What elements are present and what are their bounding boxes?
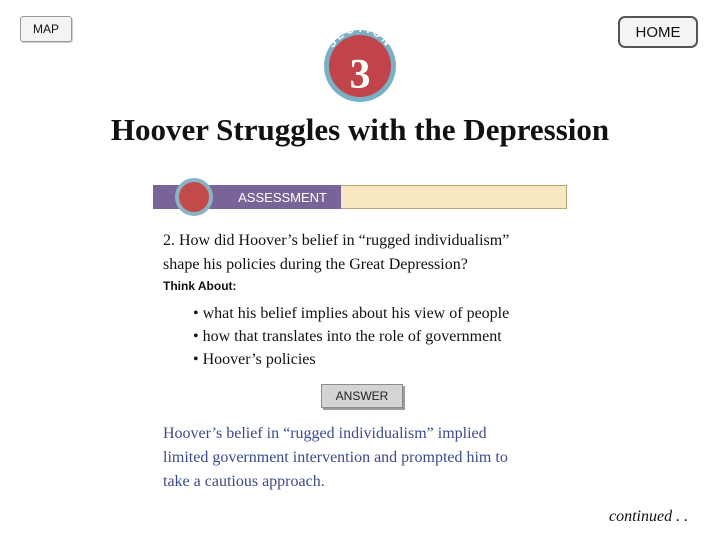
think-about-list [193,302,509,371]
answer-line: Hoover’s belief in “rugged individualism” implied [163,425,487,442]
list-item: • Hoover’s policies [193,348,509,371]
page-title: Hoover Struggles with the Depression [110,112,610,147]
continued-link[interactable]: continued . . [609,508,689,525]
assessment-circle-icon [175,178,213,216]
answer-line: take a cautious approach. [163,473,325,490]
think-about-heading: Think About: [163,279,237,293]
question-line: shape his policies during the Great Depression? [163,256,468,273]
answer-line: limited government intervention and prompted him to [163,449,508,466]
question [163,229,643,277]
answer-button[interactable]: ANSWER [321,384,403,408]
section-word: SECTION [325,22,395,51]
section-number: 3 [349,52,371,98]
list-item: • what his belief implies about his view of people [193,302,509,325]
section-badge [318,14,402,104]
home-button[interactable]: HOME [618,16,698,48]
answer-text [163,422,573,494]
list-item: • how that translates into the role of government [193,325,509,348]
map-button[interactable]: MAP [20,16,72,42]
question-line: 2. How did Hoover’s belief in “rugged individualism” [163,232,510,249]
assessment-label-text: ASSESSMENT [238,189,327,205]
